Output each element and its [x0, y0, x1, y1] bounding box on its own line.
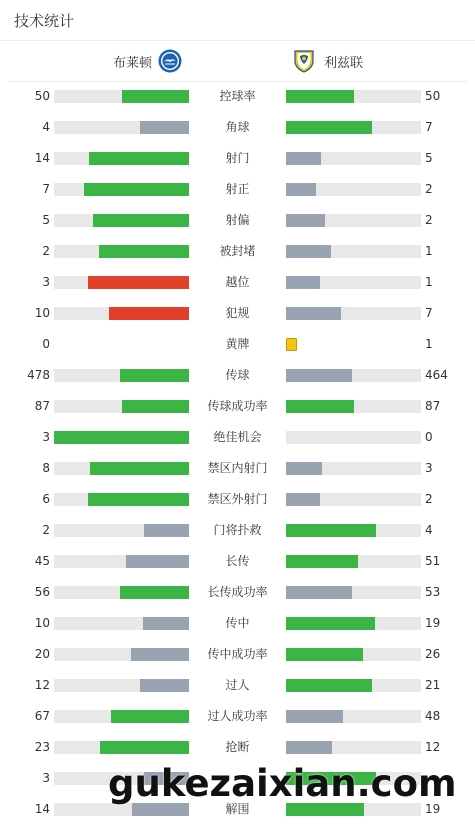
home-stat-bar-fill: [143, 617, 189, 630]
stat-row: [0, 267, 475, 298]
away-stat-bar-fill: [286, 462, 322, 475]
away-stat-value: 1: [425, 337, 433, 351]
away-stat-bar-fill: [286, 369, 352, 382]
stat-row: [0, 205, 475, 236]
stat-label: 传中: [225, 616, 250, 630]
away-stat-bar: [286, 710, 421, 723]
home-stat-bar-fill: [131, 648, 189, 661]
home-stat-bar: [54, 493, 189, 506]
home-stat-bar: [54, 431, 189, 444]
home-stat-bar: [54, 338, 189, 351]
home-stat-value: 5: [42, 213, 50, 227]
watermark-text: gukezaixian.com: [108, 762, 457, 805]
home-stat-bar-fill: [88, 493, 189, 506]
home-stat-bar-fill: [122, 400, 190, 413]
stat-label: 过人: [225, 678, 250, 692]
stat-row: [0, 360, 475, 391]
stat-row: [0, 701, 475, 732]
home-stat-bar-fill: [126, 555, 189, 568]
stat-label: 犯规: [225, 306, 250, 320]
stat-row: [0, 577, 475, 608]
away-stat-value: 26: [425, 647, 441, 661]
home-stat-bar-fill: [88, 276, 189, 289]
away-stat-value: 87: [425, 399, 441, 413]
home-stat-bar-fill: [140, 121, 189, 134]
stat-row: [0, 174, 475, 205]
home-stat-bar: [54, 121, 189, 134]
home-stat-value: 56: [34, 585, 50, 599]
away-stat-value: 50: [425, 89, 441, 103]
away-stat-bar: [286, 462, 421, 475]
away-stat-bar: [286, 214, 421, 227]
stat-row: [0, 732, 475, 763]
away-stat-value: 53: [425, 585, 441, 599]
home-stat-bar-fill: [144, 524, 189, 537]
home-stat-bar: [54, 617, 189, 630]
home-stat-value: 3: [42, 275, 50, 289]
stat-label: 射正: [225, 182, 250, 196]
home-stat-bar-fill: [120, 586, 189, 599]
away-stat-value: 2: [425, 213, 433, 227]
home-stat-bar: [54, 648, 189, 661]
home-stat-value: 10: [34, 306, 50, 320]
away-stat-bar: [286, 617, 421, 630]
stat-label: 禁区内射门: [207, 461, 268, 475]
home-stat-bar-fill: [93, 214, 189, 227]
away-stat-bar-fill: [286, 648, 363, 661]
stat-row: [0, 81, 475, 112]
home-stat-bar: [54, 462, 189, 475]
away-stat-bar-fill: [286, 183, 316, 196]
home-stat-bar: [54, 524, 189, 537]
away-stat-bar: [286, 245, 421, 258]
home-stat-bar: [54, 183, 189, 196]
home-stat-value: 87: [34, 399, 50, 413]
away-stat-bar-fill: [286, 710, 343, 723]
away-stat-value: 7: [425, 120, 433, 134]
home-team[interactable]: [113, 41, 182, 81]
stat-row: [0, 236, 475, 267]
away-stat-bar: [286, 586, 421, 599]
home-stat-bar-fill: [90, 462, 189, 475]
away-stat-bar-fill: [286, 555, 358, 568]
away-stat-value: 4: [425, 523, 433, 537]
stat-row: [0, 143, 475, 174]
home-stat-value: 6: [42, 492, 50, 506]
away-stat-bar: [286, 307, 421, 320]
home-team-name: 布莱顿: [112, 55, 152, 71]
away-stat-bar-fill: [286, 586, 352, 599]
home-stat-bar: [54, 307, 189, 320]
home-stat-bar: [54, 245, 189, 258]
away-stat-bar-fill: [286, 152, 321, 165]
stat-row: [0, 546, 475, 577]
stat-label: 传中成功率: [207, 647, 268, 661]
away-stat-bar: [286, 493, 421, 506]
home-stat-bar-fill: [120, 369, 189, 382]
away-stat-value: 464: [425, 368, 448, 382]
away-stat-bar: [286, 121, 421, 134]
home-stat-bar-fill: [99, 245, 189, 258]
stat-row: [0, 391, 475, 422]
stat-label: 解围: [225, 802, 250, 816]
home-stat-bar: [54, 741, 189, 754]
stat-label: 禁区外射门: [207, 492, 268, 506]
stat-label: 黄牌: [225, 337, 250, 351]
home-stat-value: 67: [34, 709, 50, 723]
away-stat-value: 1: [425, 244, 433, 258]
away-stat-bar: [286, 679, 421, 692]
home-stat-bar-fill: [100, 741, 189, 754]
stat-label: 越位: [225, 275, 250, 289]
away-stat-bar: [286, 741, 421, 754]
away-stat-bar: [286, 555, 421, 568]
away-stat-bar-fill: [286, 493, 320, 506]
away-stat-value: 2: [425, 182, 433, 196]
stat-label: 门将扑救: [213, 523, 262, 537]
away-stat-value: 19: [425, 802, 441, 816]
home-stat-value: 478: [27, 368, 50, 382]
away-stat-bar-fill: [286, 245, 331, 258]
home-stat-value: 7: [42, 182, 50, 196]
stat-row: [0, 608, 475, 639]
stat-label: 长传成功率: [207, 585, 268, 599]
away-stat-value: 51: [425, 554, 441, 568]
away-stat-bar: [286, 90, 421, 103]
home-stat-value: 3: [42, 771, 50, 785]
away-stat-bar-fill: [286, 741, 332, 754]
away-stat-bar-fill: [286, 400, 354, 413]
away-stat-value: 48: [425, 709, 441, 723]
away-stat-bar: [286, 400, 421, 413]
stat-row: [0, 670, 475, 701]
home-stat-bar-fill: [89, 152, 189, 165]
stat-label: 长传: [225, 554, 250, 568]
home-stat-value: 8: [42, 461, 50, 475]
stats-header: [0, 0, 475, 41]
home-stat-bar: [54, 90, 189, 103]
home-stat-value: 0: [42, 337, 50, 351]
home-stat-value: 20: [34, 647, 50, 661]
away-stat-bar: [286, 183, 421, 196]
away-stat-bar-fill: [286, 617, 375, 630]
home-stat-bar-fill: [109, 307, 189, 320]
home-stat-bar-fill: [122, 90, 190, 103]
home-stat-value: 14: [34, 802, 50, 816]
stat-label: 绝佳机会: [213, 430, 262, 444]
home-stat-value: 4: [42, 120, 50, 134]
away-stat-value: 0: [425, 430, 433, 444]
away-stat-value: 2: [425, 492, 433, 506]
away-stat-value: 1: [425, 275, 433, 289]
home-stat-bar: [54, 369, 189, 382]
stat-row: [0, 515, 475, 546]
away-stat-bar-fill: [286, 679, 372, 692]
home-stat-value: 2: [42, 523, 50, 537]
away-stat-bar-fill: [286, 276, 320, 289]
away-stat-bar: [286, 431, 421, 444]
home-stat-bar: [54, 400, 189, 413]
away-stat-bar: [286, 648, 421, 661]
home-stat-bar-fill: [111, 710, 189, 723]
leeds-crest-icon: [292, 49, 316, 73]
stat-label: 抢断: [225, 740, 250, 754]
home-stat-value: 10: [34, 616, 50, 630]
away-team[interactable]: [292, 41, 363, 81]
away-stat-bar: [286, 276, 421, 289]
away-stat-bar: [286, 152, 421, 165]
away-stat-bar-fill: [286, 307, 341, 320]
teams-row: [8, 41, 467, 82]
stats-list: [0, 81, 475, 825]
home-stat-value: 12: [34, 678, 50, 692]
home-stat-value: 2: [42, 244, 50, 258]
away-stat-value: 5: [425, 151, 433, 165]
stat-label: 传球成功率: [207, 399, 268, 413]
stat-label: 射门: [225, 151, 250, 165]
stat-label: 控球率: [219, 89, 256, 103]
home-stat-bar: [54, 276, 189, 289]
home-stat-value: 23: [34, 740, 50, 754]
stat-label: 过人成功率: [207, 709, 268, 723]
away-stat-value: 12: [425, 740, 441, 754]
away-stat-bar-fill: [286, 524, 376, 537]
stat-row: [0, 639, 475, 670]
away-stat-bar-fill: [286, 121, 372, 134]
home-stat-bar: [54, 214, 189, 227]
stat-row: [0, 422, 475, 453]
away-stat-bar-fill: [286, 90, 354, 103]
stat-label: 被封堵: [219, 244, 256, 258]
stat-row: [0, 112, 475, 143]
away-team-name: 利兹联: [324, 55, 364, 71]
home-stat-bar: [54, 152, 189, 165]
home-stat-bar: [54, 710, 189, 723]
away-stat-bar-fill: [286, 214, 325, 227]
home-stat-bar: [54, 679, 189, 692]
away-stat-value: 3: [425, 461, 433, 475]
away-stat-bar: [286, 369, 421, 382]
home-stat-bar: [54, 555, 189, 568]
home-stat-value: 3: [42, 430, 50, 444]
stat-label: 传球: [225, 368, 250, 382]
yellow-card-icon: [286, 338, 297, 351]
home-stat-bar-fill: [84, 183, 189, 196]
page-title: 技术统计: [14, 11, 75, 30]
stat-row: [0, 298, 475, 329]
home-stat-value: 50: [34, 89, 50, 103]
home-stat-value: 14: [34, 151, 50, 165]
away-stat-value: 21: [425, 678, 441, 692]
brighton-crest-icon: [158, 49, 182, 73]
stat-label: 射偏: [225, 213, 250, 227]
home-stat-bar-fill: [140, 679, 189, 692]
away-stat-value: 7: [425, 306, 433, 320]
stat-row: [0, 484, 475, 515]
home-stat-bar-fill: [54, 431, 189, 444]
away-stat-bar: [286, 524, 421, 537]
stat-row: [0, 329, 475, 360]
home-stat-value: 45: [34, 554, 50, 568]
stat-label: 角球: [225, 120, 250, 134]
home-stat-bar: [54, 586, 189, 599]
away-stat-value: 19: [425, 616, 441, 630]
stat-row: [0, 453, 475, 484]
